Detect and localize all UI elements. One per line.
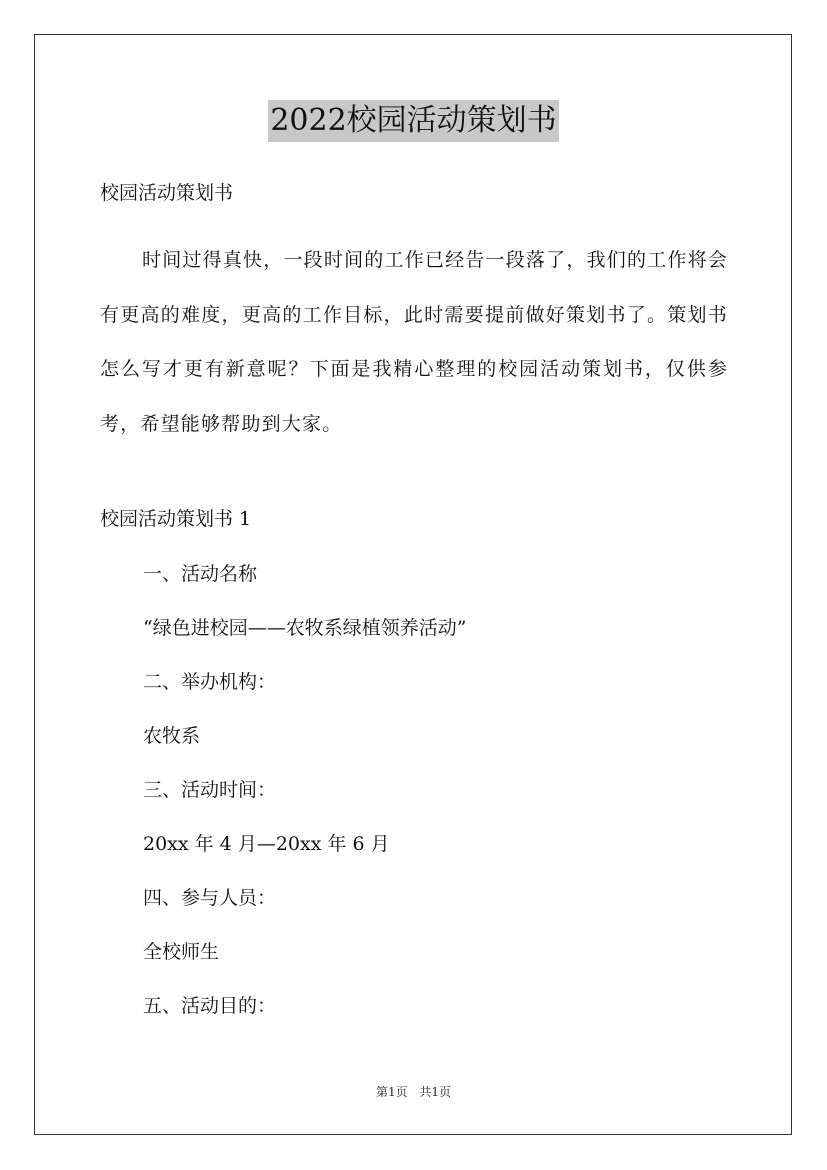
item-purpose-heading: 五、活动目的： <box>143 995 277 1017</box>
document-subtitle: 校园活动策划书 <box>100 182 234 204</box>
title-container <box>0 100 827 142</box>
document-title: 2022校园活动策划书 <box>268 100 558 142</box>
item-participants-value: 全校师生 <box>143 941 220 963</box>
item-activity-name-value: “绿色进校园——农牧系绿植领养活动” <box>143 617 467 639</box>
intro-paragraph: 时间过得真快，一段时间的工作已经告一段落了，我们的工作将会有更高的难度，更高的工作目标，此时需要提前做好策划书了。策划书怎么写才更有新意呢？下面是我精心整理的校园活动策划书，仅供参考，希望能够帮助到大家。 <box>100 249 728 435</box>
item-organizer-value: 农牧系 <box>143 725 201 747</box>
page-total: 共1页 <box>419 1085 452 1099</box>
item-participants-heading: 四、参与人员： <box>143 887 277 909</box>
item-activity-name-heading: 一、活动名称 <box>143 563 258 585</box>
page-footer <box>0 1084 827 1100</box>
page-current: 第1页 <box>375 1085 408 1099</box>
section-heading: 校园活动策划书 1 <box>100 508 252 530</box>
item-time-heading: 三、活动时间： <box>143 779 277 801</box>
item-time-value: 20xx 年 4 月—20xx 年 6 月 <box>143 833 390 855</box>
item-organizer-heading: 二、举办机构： <box>143 671 277 693</box>
